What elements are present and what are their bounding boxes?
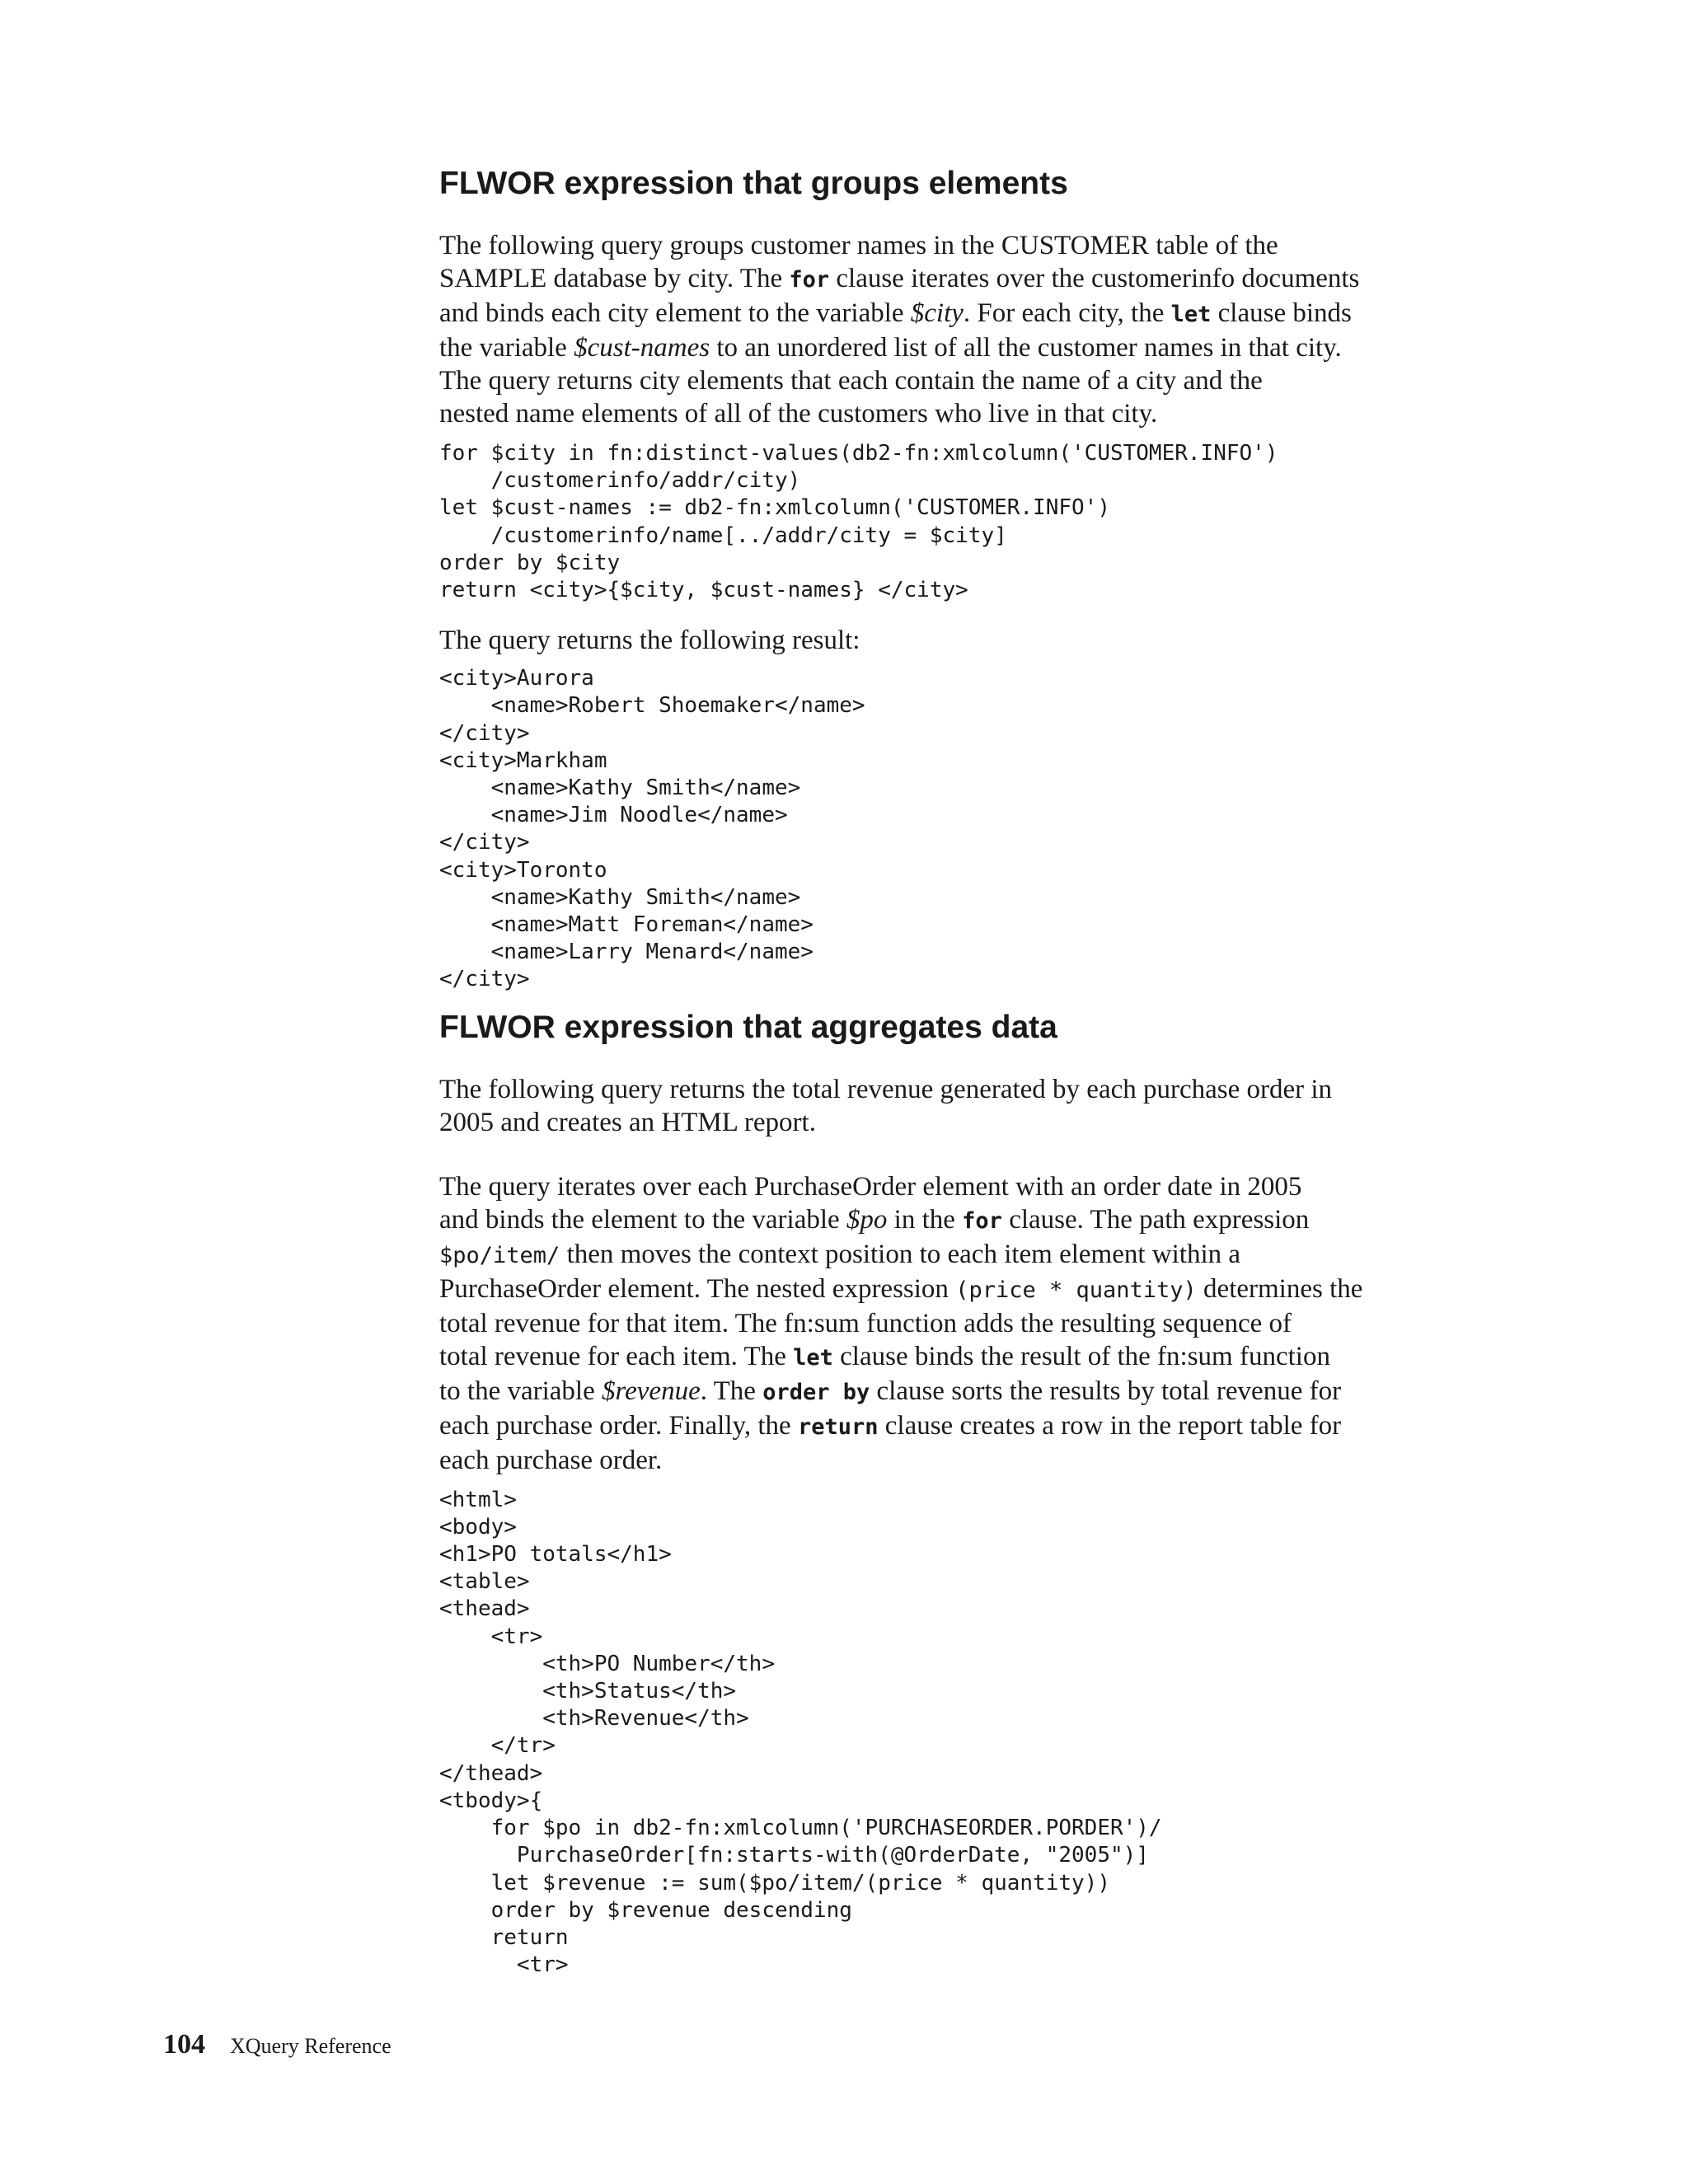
paragraph-result-intro: The query returns the following result: <box>439 626 860 656</box>
paragraph-groups-intro: The following query groups customer names in the CUSTOMER table of the SAMPLE database by city. The for clause iterates over the customerinfo documents and binds each city element to the variable $city. For each city, the let clause binds the variable $cust-names to an unordered list of all the customer names in that city. The query returns city elements that each contain the name of a city and the nested name elements of all of the customers who live in that city. <box>439 231 1360 429</box>
inline-code-path: $po/item/ <box>439 1242 560 1268</box>
section-heading-groups: FLWOR expression that groups elements <box>439 166 1068 201</box>
variable-revenue: $revenue <box>602 1376 701 1406</box>
code-block-groups-query: for $city in fn:distinct-values(db2-fn:xmlcolumn('CUSTOMER.INFO') /customerinfo/addr/city) let $cust-names := db2-fn:xmlcolumn('CUSTOMER.INFO') /customerinfo/name[../addr/city = $city] order by $city return <city>{$city, $cust-names} </city> <box>439 441 1278 603</box>
variable-po: $po <box>846 1204 888 1235</box>
keyword-let: let <box>1170 302 1212 327</box>
book-title: XQuery Reference <box>230 2034 392 2058</box>
code-block-aggregates-query: <html> <body> <h1>PO totals</h1> <table> <thead> <tr> <th>PO Number</th> <th>Status</th> <th>Revenue</th> </tr> </thead> <tbody>{ for $po in db2-fn:xmlcolumn('PURCHASEORDER.PORDER')/ PurchaseOrder[fn:starts-with(@OrderDate, "2005")] let $revenue := sum($po/item/(price * quantity)) order by $revenue descending return <tr> <box>439 1487 1162 1978</box>
section-heading-aggregates: FLWOR expression that aggregates data <box>439 1009 1057 1045</box>
paragraph-aggregates-detail: The query iterates over each PurchaseOrder element with an order date in 2005 and binds the element to the variable $po in the for clause. The path expression $po/item/ then moves the context position to each item element within a PurchaseOrder element. The nested expression (price * quantity) determines the total revenue for that item. The fn:sum function adds the resulting sequence of total revenue for each item. The let clause binds the result of the fn:sum function to the variable $revenue. The order by clause sorts the results by total revenue for each purchase order. Finally, the return clause creates a row in the report table for each purchase order. <box>439 1171 1363 1475</box>
variable-city: $city <box>910 298 964 328</box>
keyword-for: for <box>789 267 830 293</box>
keyword-for: for <box>962 1207 1002 1234</box>
inline-code-expression: (price * quantity) <box>955 1277 1197 1303</box>
keyword-order-by: order by <box>762 1379 870 1405</box>
code-block-groups-result: <city>Aurora <name>Robert Shoemaker</name> </city> <city>Markham <name>Kathy Smith</name> <name>Jim Noodle</name> </city> <city>Toronto <name>Kathy Smith</name> <name>Matt Foreman</name> <name>Larry Menard</name> </city> <box>439 666 865 992</box>
variable-cust-names: $cust-names <box>574 333 710 363</box>
page-content <box>439 163 1478 1979</box>
paragraph-aggregates-intro: The following query returns the total revenue generated by each purchase order in 2005 and creates an HTML report. <box>439 1074 1333 1137</box>
keyword-let: let <box>793 1344 833 1371</box>
keyword-return: return <box>797 1413 879 1440</box>
page-number: 104 <box>163 2029 205 2060</box>
page-footer <box>163 2029 392 2060</box>
